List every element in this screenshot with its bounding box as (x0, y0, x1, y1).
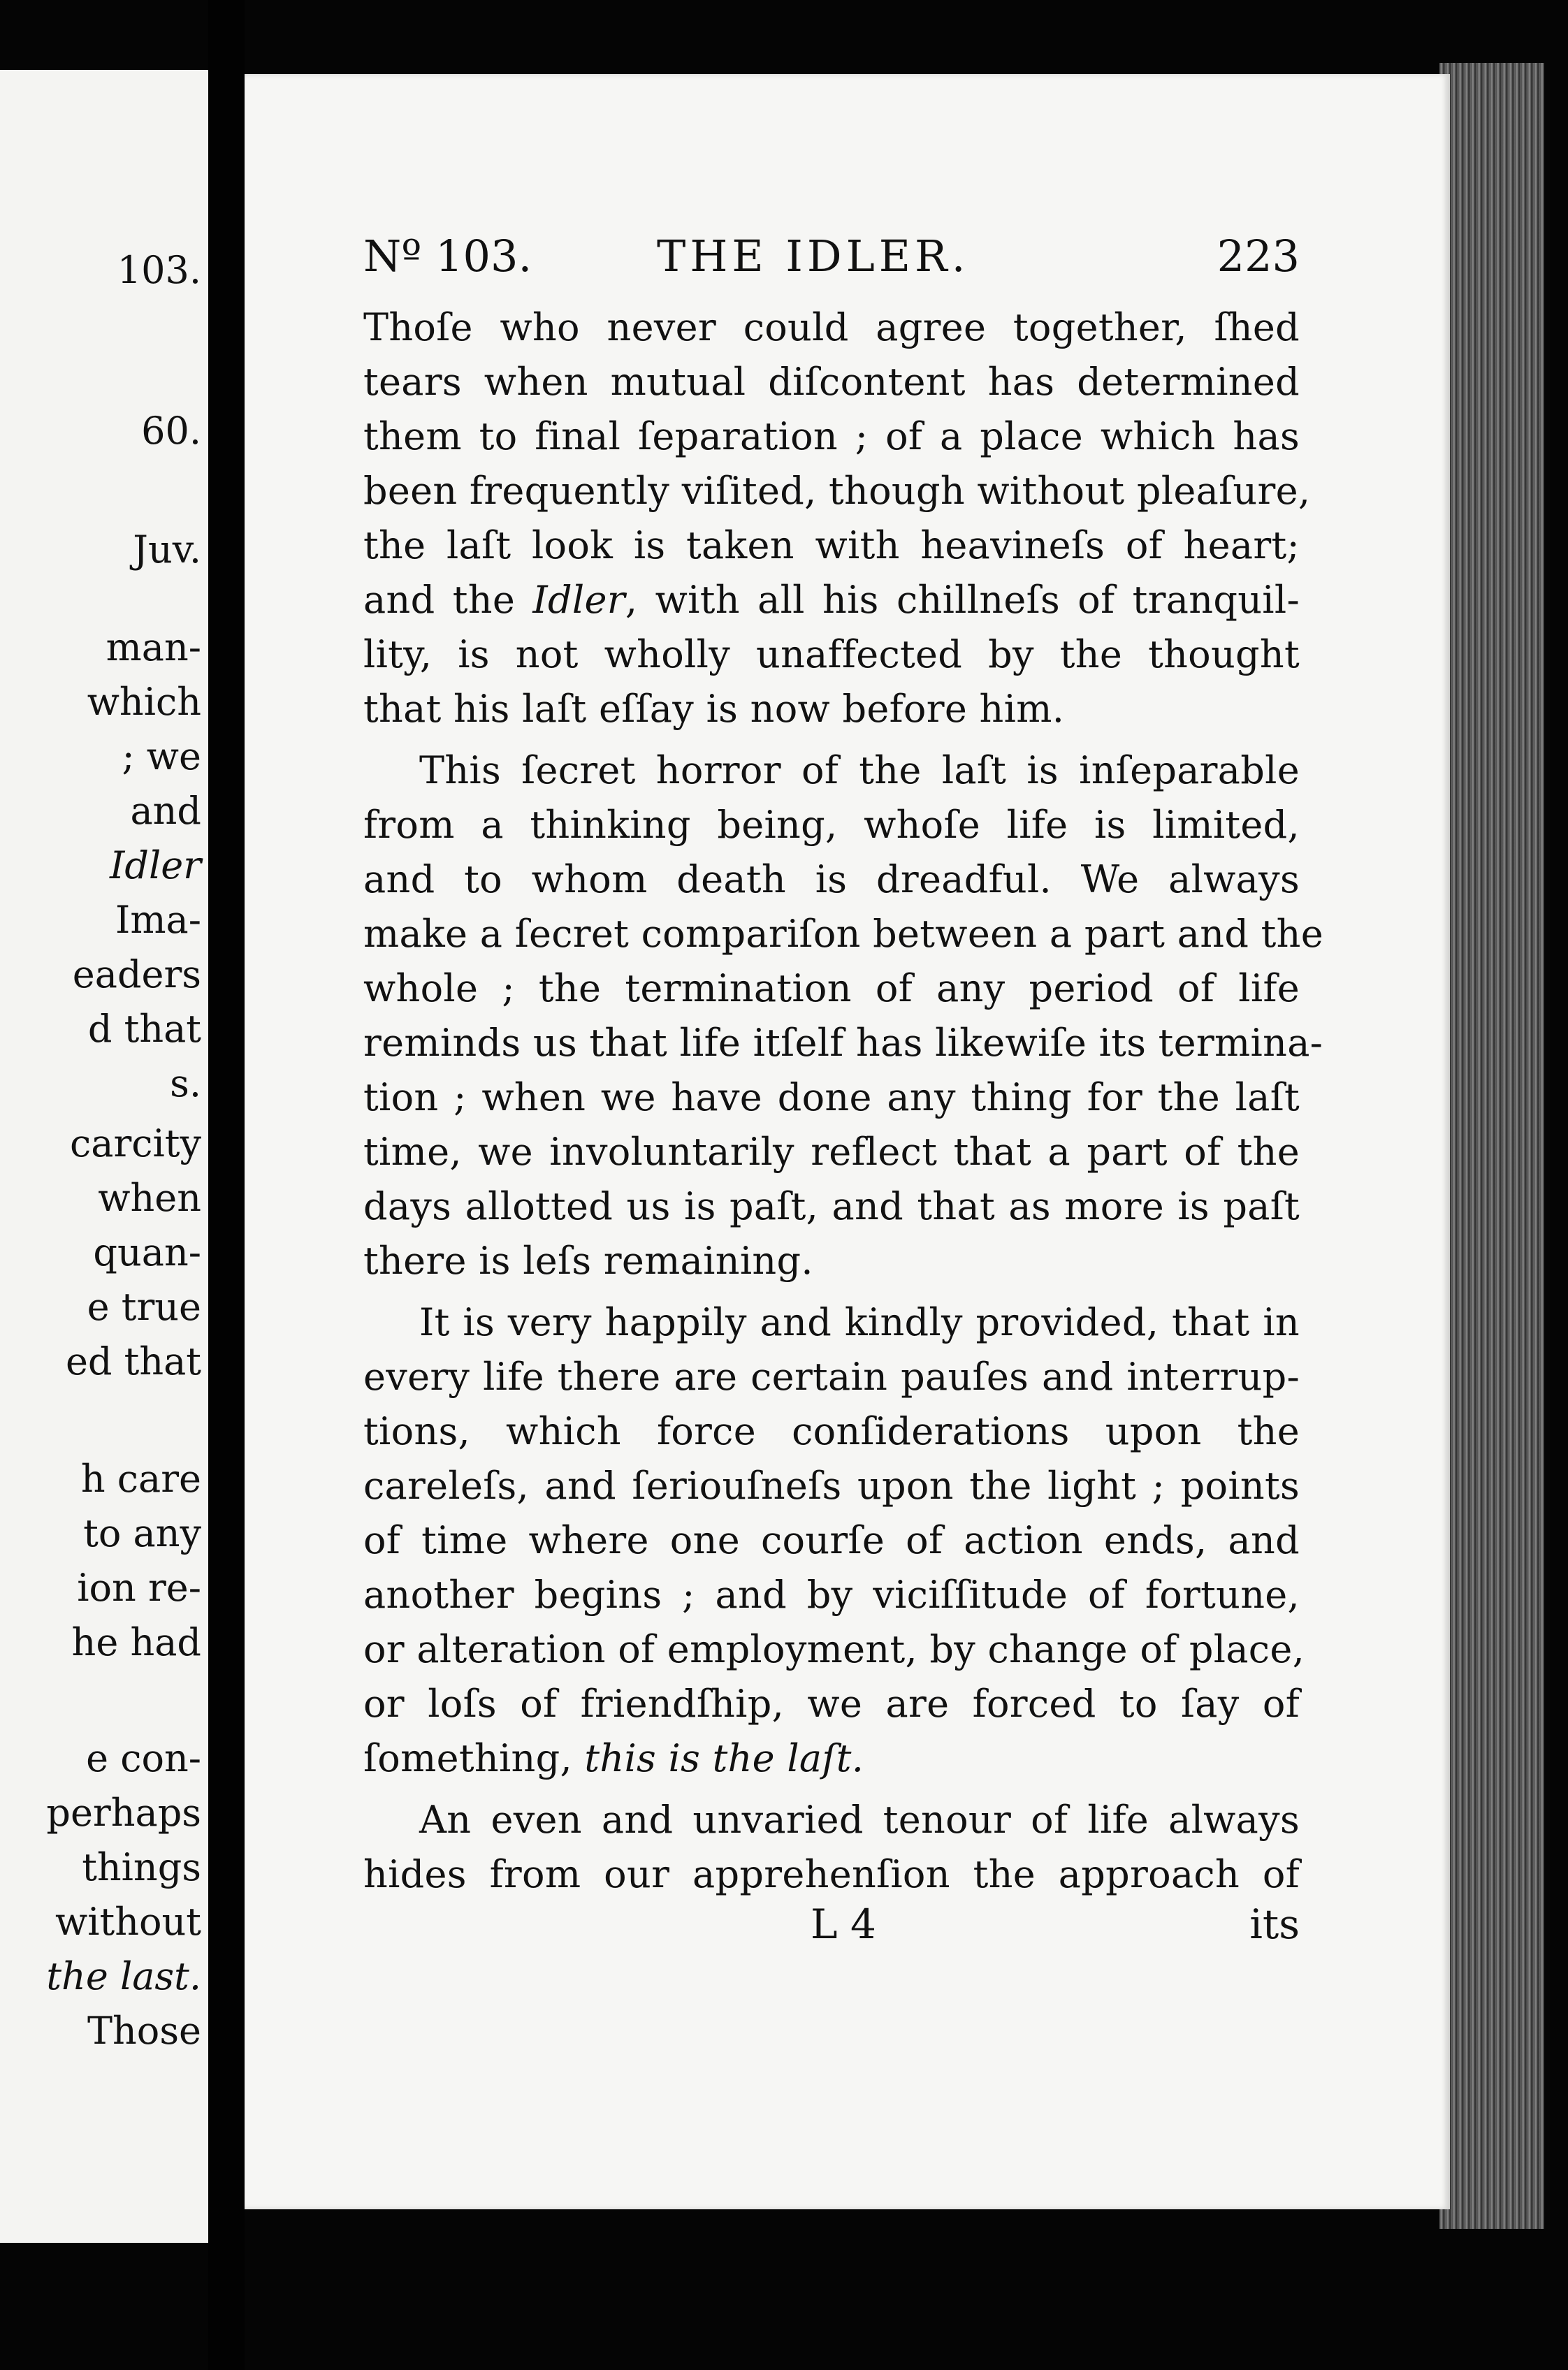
left-line: carcity (70, 1121, 201, 1165)
page-footer (363, 1900, 1300, 1956)
left-line: 60. (141, 409, 201, 453)
left-line: e con- (86, 1736, 201, 1780)
text-line: there is leſs remaining. (363, 1239, 813, 1283)
text-line: ſomething, this is the laſt. (363, 1736, 864, 1780)
book-gutter (208, 0, 245, 2370)
text-line: Thoſe who never could agree together, ſhed (363, 305, 1300, 349)
text-line: tears when mutual diſcontent has determined (363, 360, 1300, 404)
left-line: 103. (117, 248, 201, 292)
page-edges (1439, 63, 1544, 2229)
left-line: the last. (46, 1954, 201, 1998)
running-title: THE IDLER. (657, 231, 970, 282)
text-line: tion ; when we have done any thing for the laſt (363, 1075, 1300, 1119)
left-line: s. (170, 1061, 201, 1105)
left-line: ion re- (77, 1566, 201, 1610)
paragraph (363, 1295, 1305, 1786)
text-line: time, we involuntarily reflect that a part of the (363, 1130, 1300, 1174)
text-line: It is very happily and kindly provided, that in (419, 1300, 1300, 1344)
text-line: every life there are certain pauſes and interrup- (363, 1355, 1300, 1399)
left-line: without (55, 1900, 201, 1944)
left-line: Ima- (115, 898, 201, 942)
text-line: tions, which force conſiderations upon the (363, 1409, 1300, 1453)
left-line: when (98, 1176, 201, 1220)
text-line: of time where one courſe of action ends, and (363, 1518, 1300, 1562)
text-line: or loſs of friendſhip, we are forced to ſay of (363, 1682, 1300, 1726)
left-line: he had (71, 1620, 201, 1664)
text-line: been frequently viſited, though without pleaſure, (363, 469, 1311, 513)
text-line: careleſs, and ſeriouſneſs upon the light ; points (363, 1464, 1300, 1508)
text-line: them to final ſeparation ; of a place which has (363, 414, 1300, 458)
catchword: its (1249, 1900, 1300, 1948)
running-head (363, 231, 1300, 286)
body-text (363, 300, 1324, 1902)
text-line: lity, is not wholly unaffected by the thought (363, 632, 1300, 676)
left-line: e true (87, 1285, 201, 1329)
left-line: perhaps (46, 1791, 201, 1835)
left-line: eaders (72, 952, 201, 996)
left-line: Those (87, 2009, 201, 2053)
paragraph (363, 1793, 1300, 1902)
paragraph-gap (363, 736, 1300, 743)
text-line: This ſecret horror of the laſt is inſeparable (419, 748, 1300, 792)
text-line: another begins ; and by viciſſitude of fortune, (363, 1573, 1300, 1617)
left-page-fragment (0, 70, 208, 2243)
text-line: from a thinking being, whoſe life is limited, (363, 803, 1300, 847)
left-line: d that (87, 1007, 201, 1051)
left-line: ; we (122, 734, 201, 778)
left-line: man- (106, 625, 201, 669)
text-line: and the Idler, with all his chillneſs of tranquil- (363, 578, 1300, 622)
left-line: which (87, 680, 201, 724)
left-line: Idler (110, 843, 201, 887)
paragraph-gap (363, 1786, 1300, 1793)
signature-mark: L 4 (811, 1900, 876, 1948)
text-line: reminds us that life itſelf has likewiſe its termina- (363, 1021, 1323, 1065)
text-line: and to whom death is dreadful. We always (363, 857, 1300, 901)
text-line: the laſt look is taken with heavineſs of heart; (363, 523, 1300, 567)
text-line: whole ; the termination of any period of life (363, 966, 1300, 1010)
left-line: and (130, 789, 201, 833)
paragraph (363, 300, 1311, 736)
paragraph-gap (363, 1288, 1300, 1295)
left-line: to any (83, 1511, 201, 1555)
paragraph (363, 743, 1324, 1288)
text-line: that his laſt eſſay is now before him. (363, 687, 1065, 731)
issue-number: Nº 103. (363, 231, 532, 282)
left-line: Juv. (133, 528, 201, 572)
left-line: things (82, 1845, 201, 1889)
text-line: days allotted us is paſt, and that as more is paſt (363, 1184, 1300, 1228)
text-line: An even and unvaried tenour of life always (419, 1798, 1300, 1842)
page-number: 223 (1217, 231, 1300, 282)
left-line: h care (80, 1457, 201, 1501)
text-line: hides from our apprehenſion the approach of (363, 1852, 1300, 1896)
text-line: or alteration of employment, by change of place, (363, 1627, 1305, 1671)
text-line: make a ſecret compariſon between a part and the (363, 912, 1324, 956)
left-line: quan- (93, 1230, 201, 1274)
left-line: ed that (65, 1339, 201, 1383)
